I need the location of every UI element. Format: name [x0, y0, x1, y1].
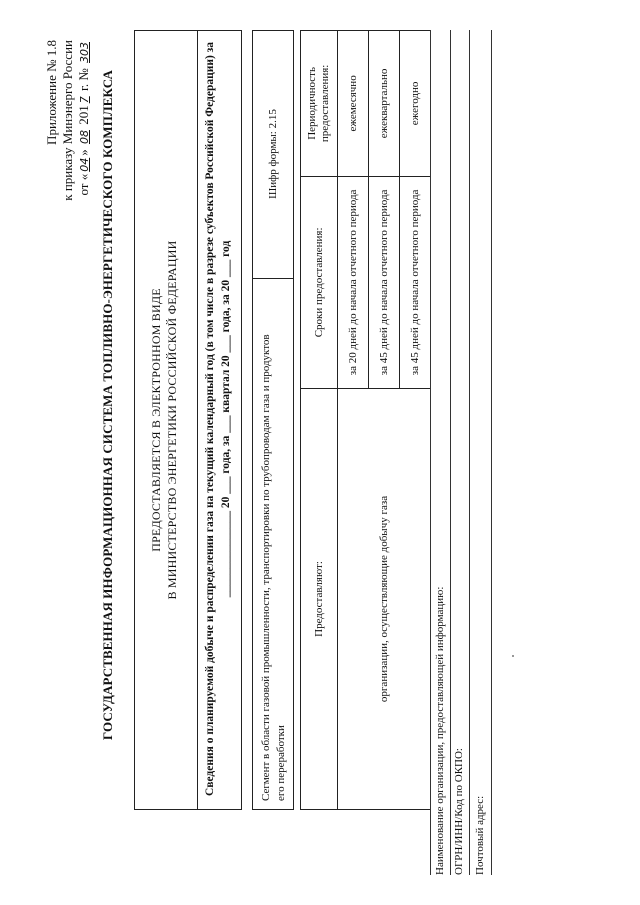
table-header-row — [301, 31, 338, 810]
segment-description: Сегмент в области газовой промышленности, транспортировки по трубопроводам газа и продуктов его переработки — [260, 334, 287, 801]
appendix-order-ref: к приказу Минэнерго России — [60, 40, 75, 201]
date-prefix: от « — [76, 173, 91, 196]
deadline-cell: за 45 дней до начала отчетного периода — [369, 176, 400, 388]
org-name-rule — [450, 30, 451, 875]
report-title-box — [198, 30, 242, 810]
order-number-handwritten: 303 — [78, 42, 91, 63]
appendix-number: Приложение № 1.8 — [44, 40, 59, 145]
header-providers: Предоставляют: — [301, 388, 338, 809]
org-fields-top-rule — [430, 30, 431, 875]
deadline-cell: за 20 дней до начала отчетного периода — [338, 176, 369, 388]
form-code: Шифр формы: 2.15 — [267, 109, 279, 199]
scan-speck — [512, 655, 514, 657]
submission-table — [300, 30, 431, 810]
segment-box — [252, 30, 294, 810]
org-ogrn-rule — [469, 30, 470, 875]
header-frequency: Периодичность предоставления: — [301, 31, 338, 177]
org-address-rule — [491, 30, 492, 875]
date-day-handwritten: 04 — [78, 157, 91, 172]
frequency-cell: ежегодно — [400, 31, 431, 177]
frequency-cell: ежемесячно — [338, 31, 369, 177]
frequency-cell: ежеквартально — [369, 31, 400, 177]
segment-divider — [253, 278, 293, 279]
org-address-field: Почтовый адрес: — [474, 795, 486, 875]
date-year-prefix: 201 — [76, 105, 91, 129]
date-mid: » — [76, 146, 91, 156]
deadline-cell: за 45 дней до начала отчетного периода — [400, 176, 431, 388]
appendix-header — [44, 40, 93, 300]
header-deadlines: Сроки предоставления: — [301, 176, 338, 388]
provider-cell: организации, осуществляющие добычу газа — [338, 388, 431, 809]
appendix-order-date — [76, 40, 93, 300]
date-year-handwritten: 7 — [78, 96, 91, 104]
report-title: Сведения о планируемой добыче и распределении газа на текущий календарный год (в том числе в разрезе субъектов Российской Федерации) за _______________ 20 ___ года, за ___ квартал 20 ___ года, за 20 ___ год — [204, 41, 232, 797]
submission-notice-box — [134, 30, 198, 810]
order-number-prefix: г. № — [76, 65, 91, 95]
page-title: ГОСУДАРСТВЕННАЯ ИНФОРМАЦИОННАЯ СИСТЕМА ТОПЛИВНО-ЭНЕРГЕТИЧЕСКОГО КОМПЛЕКСА — [100, 69, 115, 741]
date-month-handwritten: 08 — [78, 130, 91, 145]
org-ogrn-field: ОГРН/ИНН/Код по ОКПО: — [453, 748, 465, 875]
submission-notice-line2: В МИНИСТЕРСТВО ЭНЕРГЕТИКИ РОССИЙСКОЙ ФЕДЕРАЦИИ — [165, 240, 179, 600]
org-name-field: Наименование организации, предоставляющей информацию: — [434, 586, 446, 875]
table-row — [338, 31, 369, 810]
submission-notice-line1: ПРЕДОСТАВЛЯЕТСЯ В ЭЛЕКТРОННОМ ВИДЕ — [149, 288, 163, 552]
